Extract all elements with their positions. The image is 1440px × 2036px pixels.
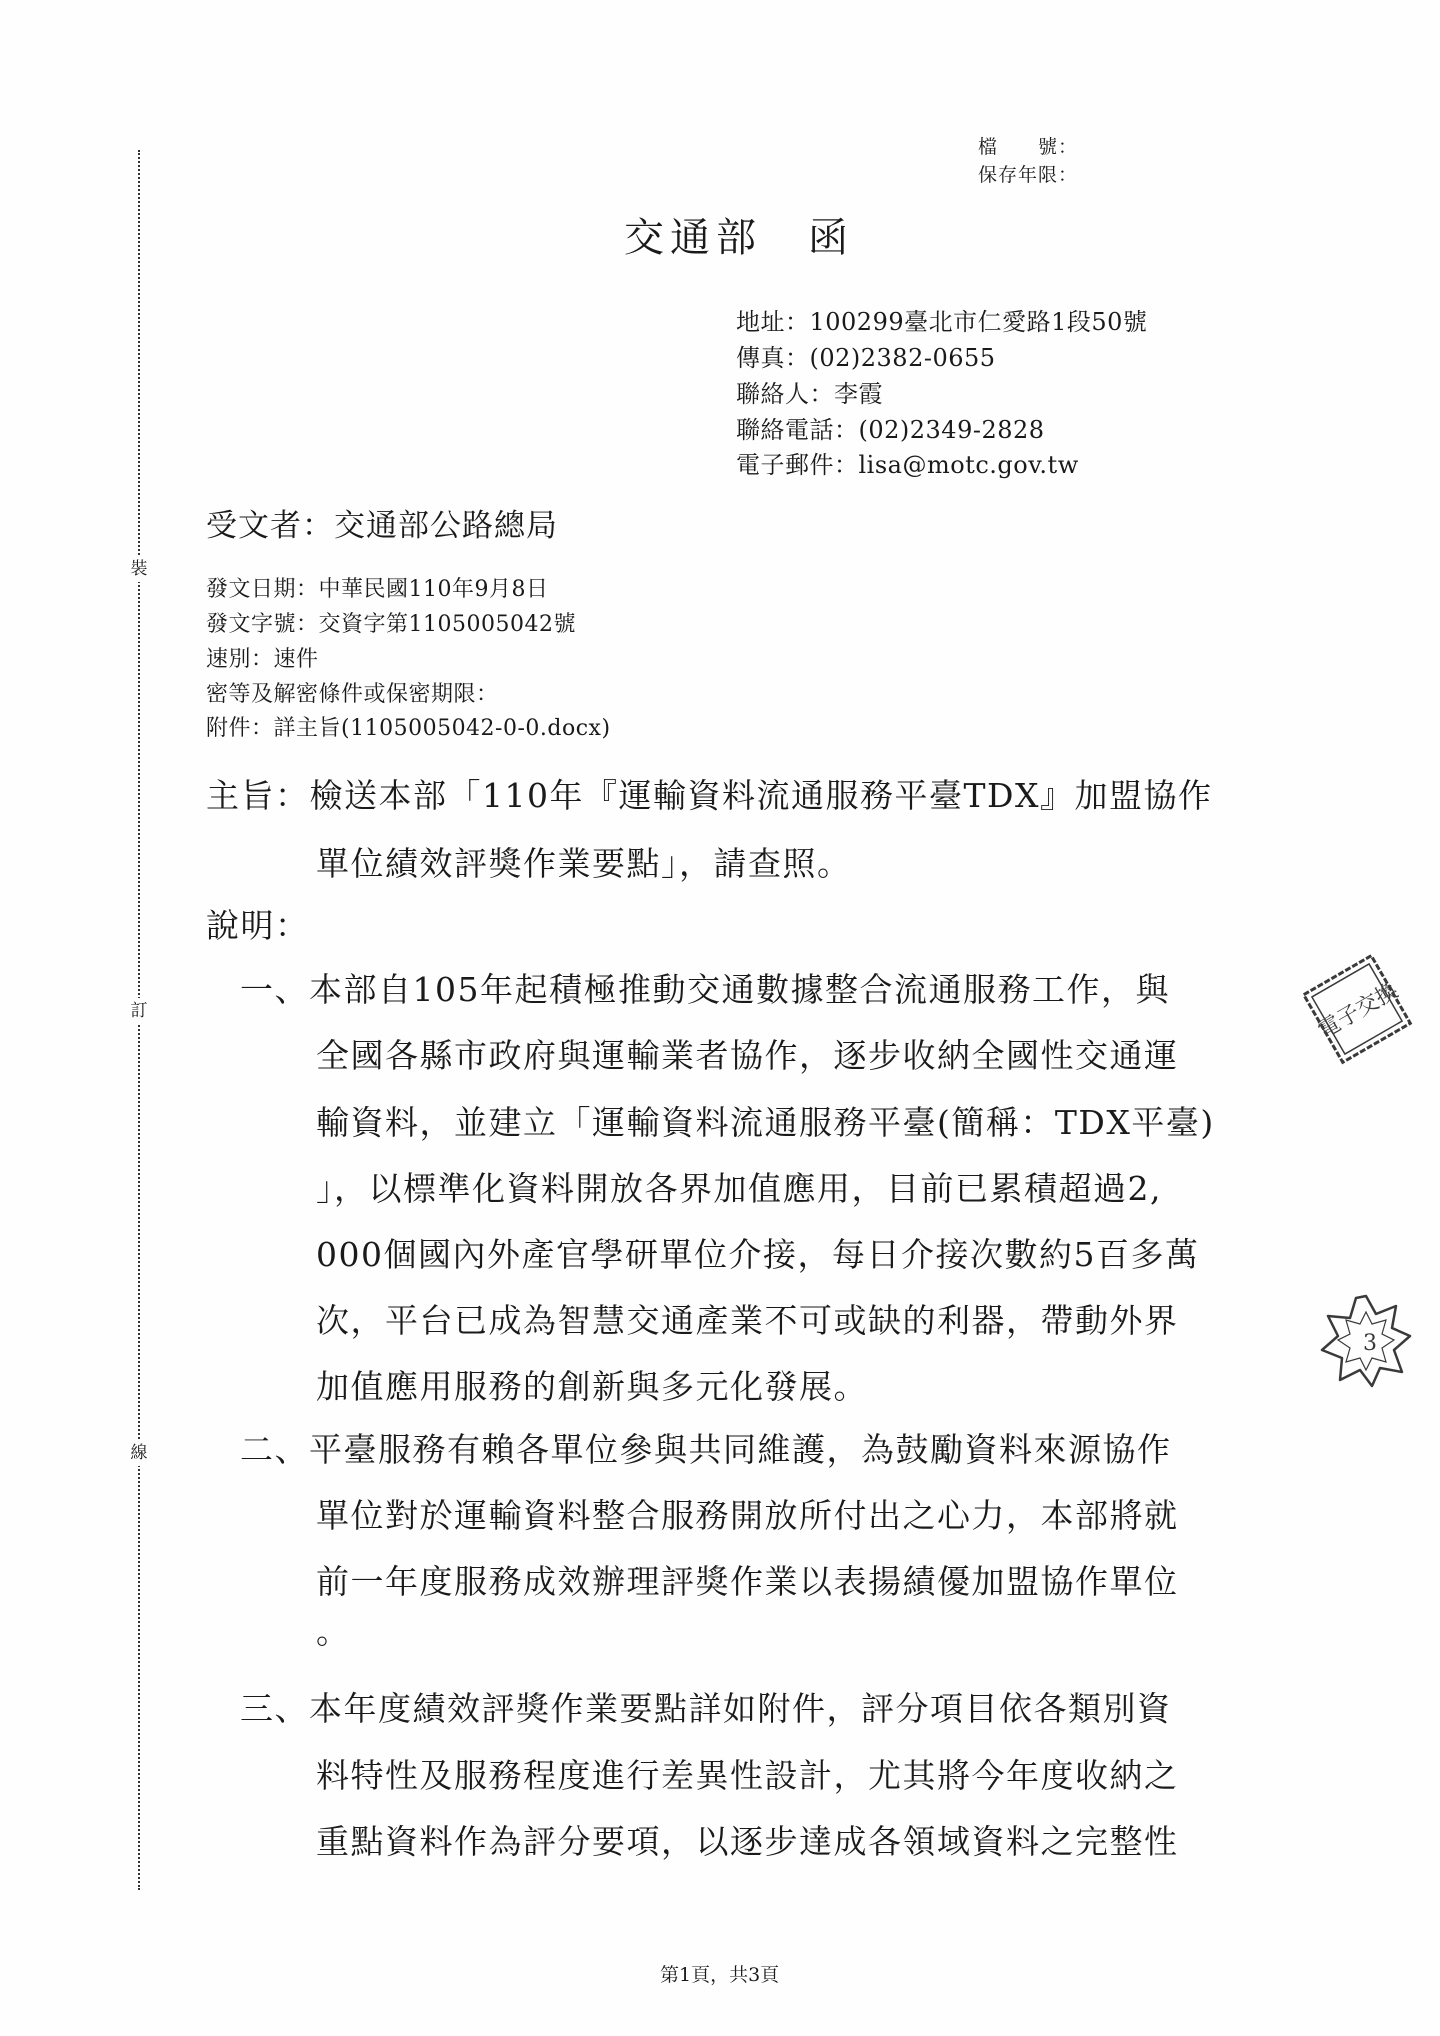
page-count-stamp: [1318, 1292, 1414, 1388]
explanation-label: 說明：: [206, 906, 310, 945]
item2-line-3: 前一年度服務成效辦理評獎作業以表揚績優加盟協作單位: [316, 1562, 1179, 1601]
item1-line-4: 」，以標準化資料開放各界加值應用，目前已累積超過2,: [316, 1169, 1162, 1208]
item1-line-2: 全國各縣市政府與運輸業者協作，逐步收納全國性交通運: [316, 1036, 1179, 1075]
item1-line-7: 加值應用服務的創新與多元化發展。: [316, 1367, 868, 1406]
archive-retention-period: 保存年限：: [978, 164, 1079, 186]
seal-text: 電子交換: [1313, 978, 1403, 1044]
item3-line-2: 料特性及服務程度進行差異性設計，尤其將今年度收納之: [316, 1756, 1179, 1795]
item1-line-6: 次，平台已成為智慧交通產業不可或缺的利器，帶動外界: [316, 1301, 1179, 1340]
item2-line-1: 二、平臺服務有賴各單位參與共同維護，為鼓勵資料來源協作: [240, 1430, 1172, 1469]
contact-person: 聯絡人：李霞: [736, 380, 883, 408]
meta-confidentiality: 密等及解密條件或保密期限：: [206, 682, 499, 707]
meta-date: 發文日期：中華民國110年9月8日: [206, 577, 549, 602]
electronic-exchange-seal: [1298, 950, 1416, 1068]
contact-email: 電子郵件：lisa@motc.gov.tw: [736, 451, 1079, 479]
contact-address: 地址：100299臺北市仁愛路1段50號: [736, 308, 1148, 336]
meta-document-number: 發文字號：交資字第1105005042號: [206, 612, 576, 637]
binding-mark-xian: 線: [126, 1440, 152, 1466]
subject-line-1: 主旨：檢送本部「110年『運輸資料流通服務平臺TDX』加盟協作: [206, 776, 1213, 815]
binding-mark-zhuang: 裝: [126, 556, 152, 582]
meta-speed: 速別：速件: [206, 647, 319, 672]
item1-line-1: 一、本部自105年起積極推動交通數據整合流通服務工作，與: [240, 970, 1170, 1009]
item2-line-2: 單位對於運輸資料整合服務開放所付出之心力，本部將就: [316, 1496, 1179, 1535]
subject-line-2: 單位績效評獎作業要點」，請查照。: [316, 844, 852, 883]
item1-line-3: 輸資料，並建立「運輸資料流通服務平臺(簡稱：TDX平臺): [316, 1103, 1215, 1142]
contact-phone: 聯絡電話：(02)2349-2828: [736, 416, 1045, 444]
document-title: 交通部 函: [624, 215, 854, 261]
contact-fax: 傳真：(02)2382-0655: [736, 344, 996, 372]
page-stamp-number: 3: [1363, 1331, 1377, 1356]
archive-file-number: 檔 號：: [978, 136, 1079, 158]
item2-line-4: 。: [316, 1612, 351, 1651]
meta-attachment: 附件：詳主旨(1105005042-0-0.docx): [206, 716, 611, 741]
binding-mark-ding: 訂: [126, 998, 152, 1024]
recipient: 受文者：交通部公路總局: [206, 508, 558, 544]
item1-line-5: 000個國內外產官學研單位介接，每日介接次數約5百多萬: [316, 1235, 1200, 1274]
page-footer: 第1頁，共3頁: [660, 1964, 780, 1986]
item3-line-3: 重點資料作為評分要項，以逐步達成各領域資料之完整性: [316, 1822, 1179, 1861]
item3-line-1: 三、本年度績效評獎作業要點詳如附件，評分項目依各類別資: [240, 1689, 1172, 1728]
